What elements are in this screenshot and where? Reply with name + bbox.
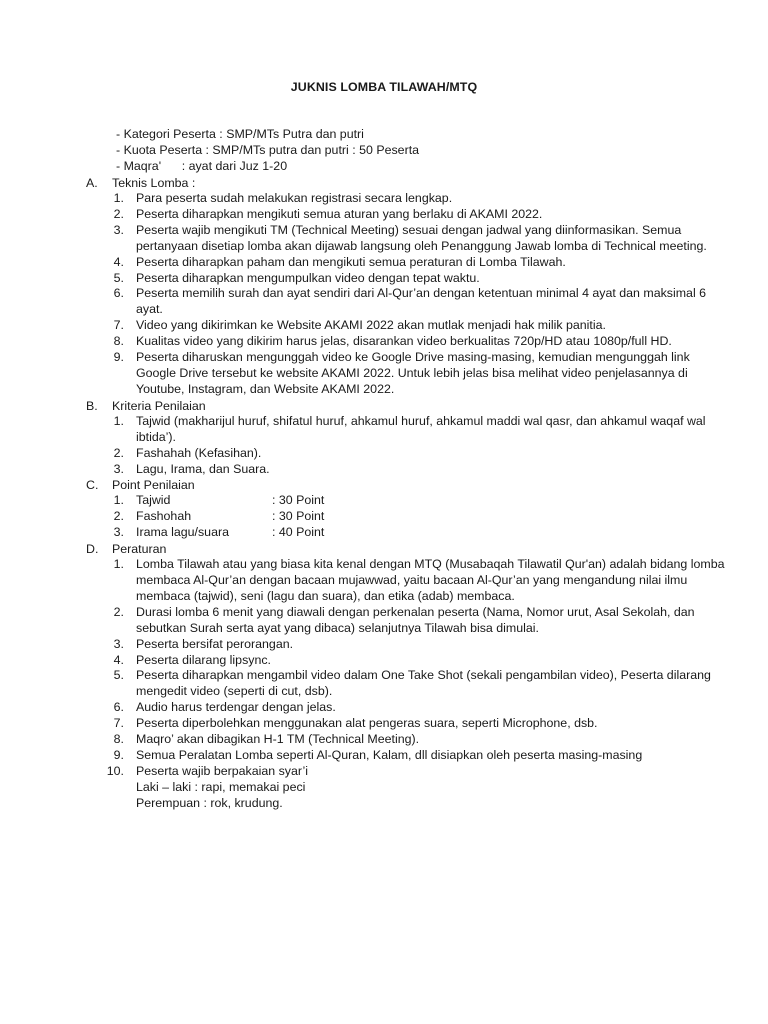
item-text: Peserta dilarang lipsync. bbox=[136, 652, 271, 667]
list-item bbox=[86, 700, 686, 716]
item-text: Lagu, Irama, dan Suara. bbox=[136, 461, 270, 476]
dress-code-female: Perempuan : rok, krudung. bbox=[136, 795, 283, 810]
item-number: 9. bbox=[113, 748, 124, 762]
item-number: 8. bbox=[113, 732, 124, 747]
section-letter: C. bbox=[86, 478, 99, 493]
point-criterion: Fashohah bbox=[136, 509, 192, 524]
sections bbox=[86, 175, 725, 812]
section-peraturan bbox=[86, 541, 725, 812]
item-number: 1. bbox=[113, 413, 124, 428]
section-title: Point Penilaian bbox=[112, 478, 195, 493]
list-item bbox=[86, 764, 686, 812]
item-text: Fashahah (Kefasihan). bbox=[136, 445, 262, 460]
item-number: 1. bbox=[113, 493, 124, 508]
item-text: Kualitas video yang dikirim harus jelas, disarankan video berkualitas 720p/HD atau 1080p/full HD. bbox=[136, 334, 672, 349]
item-number: 3. bbox=[113, 461, 124, 476]
point-value: : 40 Point bbox=[272, 525, 325, 540]
item-number: 8. bbox=[113, 334, 124, 349]
item-number: 6. bbox=[113, 286, 124, 301]
item-text: Peserta diharapkan paham dan mengikuti semua peraturan di Lomba Tilawah. bbox=[136, 254, 566, 269]
item-text: Peserta diharuskan mengunggah video ke Google Drive masing-masing, kemudian mengunggah link Google Drive tersebut ke website AKAMI 2022. Untuk lebih jelas bisa melihat video penjelasannya di Youtube, Instagram, dan Website AKAMI 2022. bbox=[136, 350, 690, 396]
item-text: Para peserta sudah melakukan registrasi secara lengkap. bbox=[136, 191, 453, 205]
list-item bbox=[86, 255, 686, 271]
list-item bbox=[86, 557, 725, 605]
item-number: 2. bbox=[113, 604, 124, 619]
item-text: Video yang dikirimkan ke Website AKAMI 2022 akan mutlak menjadi hak milik panitia. bbox=[136, 318, 606, 333]
list-item bbox=[86, 222, 707, 255]
item-number: 7. bbox=[113, 318, 124, 333]
point-value: : 30 Point bbox=[272, 509, 325, 524]
list-item bbox=[86, 748, 686, 764]
list-item bbox=[86, 604, 695, 637]
item-text: Maqro’ akan dibagikan H-1 TM (Technical Meeting). bbox=[136, 732, 420, 747]
item-text: Peserta bersifat perorangan. bbox=[136, 636, 294, 651]
list-item bbox=[86, 446, 686, 462]
item-number: 3. bbox=[113, 222, 124, 237]
list-item bbox=[86, 462, 686, 478]
section-heading bbox=[86, 175, 686, 191]
point-row bbox=[86, 493, 686, 509]
item-number: 1. bbox=[113, 191, 124, 205]
point-row bbox=[86, 525, 686, 541]
section-heading bbox=[86, 541, 686, 557]
item-text: Semua Peralatan Lomba seperti Al-Quran, Kalam, dll disiapkan oleh peserta masing-masing bbox=[136, 748, 643, 762]
document-title: JUKNIS LOMBA TILAWAH/MTQ bbox=[290, 80, 478, 94]
section-point-penilaian bbox=[86, 477, 686, 541]
list-item bbox=[86, 732, 686, 748]
list-item bbox=[86, 637, 686, 653]
section-teknis-lomba bbox=[86, 175, 707, 398]
dress-code-male: Laki – laki : rapi, memakai peci bbox=[136, 779, 306, 794]
meta-category: - Kategori Peserta : SMP/MTs Putra dan putri bbox=[116, 127, 364, 141]
section-title: Peraturan bbox=[112, 542, 167, 557]
list-item bbox=[86, 207, 686, 223]
item-number: 5. bbox=[113, 668, 124, 683]
item-number: 2. bbox=[113, 206, 124, 221]
item-number: 4. bbox=[113, 254, 124, 269]
list-item bbox=[86, 653, 686, 669]
item-text: Peserta wajib berpakaian syar’i bbox=[136, 763, 308, 778]
item-number: 3. bbox=[113, 525, 124, 540]
item-number: 2. bbox=[113, 445, 124, 460]
item-number: 2. bbox=[113, 509, 124, 524]
competition-meta bbox=[116, 127, 419, 175]
item-number: 1. bbox=[113, 557, 124, 572]
section-title: Kriteria Penilaian bbox=[112, 398, 206, 413]
item-number: 6. bbox=[113, 700, 124, 715]
item-text: Peserta diperbolehkan menggunakan alat pengeras suara, seperti Microphone, dsb. bbox=[136, 716, 598, 731]
item-text: Peserta diharapkan mengumpulkan video dengan tepat waktu. bbox=[136, 270, 480, 285]
list-item bbox=[86, 191, 686, 207]
list-item bbox=[86, 318, 686, 334]
item-number: 4. bbox=[113, 652, 124, 667]
item-text: Audio harus terdengar dengan jelas. bbox=[136, 700, 336, 715]
point-criterion: Tajwid bbox=[136, 493, 171, 508]
list-item bbox=[86, 668, 711, 700]
item-text: Lomba Tilawah atau yang biasa kita kenal dengan MTQ (Musabaqah Tilawatil Qur'an) adalah bidang lomba membaca Al-Qur’an dengan bacaan mujawwad, yaitu bacaan Al-Qur’an yang mengandung nilai ilmu membaca (tajwid), seni (lagu dan suara), dan etika (adab) membaca. bbox=[136, 557, 725, 603]
list-item bbox=[86, 271, 686, 287]
item-text: Durasi lomba 6 menit yang diawali dengan perkenalan peserta (Nama, Nomor urut, Asal Sekolah, dan sebutkan Surah serta ayat yang dibaca) selanjutnya Tilawah bisa dimulai. bbox=[136, 604, 695, 635]
meta-maqra: - Maqra' : ayat dari Juz 1-20 bbox=[116, 158, 288, 173]
item-number: 3. bbox=[113, 636, 124, 651]
point-row bbox=[86, 509, 686, 525]
section-kriteria-penilaian bbox=[86, 398, 706, 478]
section-heading bbox=[86, 477, 686, 493]
meta-quota: - Kuota Peserta : SMP/MTs putra dan putri : 50 Peserta bbox=[116, 142, 420, 157]
point-criterion: Irama lagu/suara bbox=[136, 525, 229, 540]
item-number: 5. bbox=[113, 270, 124, 285]
section-letter: A. bbox=[86, 176, 98, 190]
section-title: Teknis Lomba : bbox=[112, 176, 196, 190]
point-value: : 30 Point bbox=[272, 493, 325, 508]
list-item bbox=[86, 716, 686, 732]
section-heading bbox=[86, 398, 686, 414]
item-number: 10. bbox=[106, 763, 124, 778]
item-number: 9. bbox=[113, 350, 124, 365]
section-letter: D. bbox=[86, 542, 99, 557]
section-letter: B. bbox=[86, 398, 98, 413]
item-text: Tajwid (makharijul huruf, shifatul huruf, ahkamul huruf, ahkamul maddi wal qasr, dan ahkamul waqaf wal ibtida’). bbox=[136, 413, 706, 444]
list-item bbox=[86, 413, 706, 446]
item-text: Peserta diharapkan mengikuti semua aturan yang berlaku di AKAMI 2022. bbox=[136, 206, 543, 221]
list-item bbox=[86, 334, 686, 350]
item-text: Peserta wajib mengikuti TM (Technical Meeting) sesuai dengan jadwal yang diinformasikan. Semua pertanyaan disetiap lomba akan dijawab langsung oleh Penanggung Jawab lomba di Technical meeting. bbox=[136, 222, 707, 253]
item-text: Peserta diharapkan mengambil video dalam One Take Shot (sekali pengambilan video), Peserta dilarang mengedit video (seperti di cut, dsb). bbox=[136, 668, 711, 699]
item-text: Peserta memilih surah dan ayat sendiri dari Al-Qur’an dengan ketentuan minimal 4 ayat dan maksimal 6 ayat. bbox=[136, 286, 707, 317]
item-number: 7. bbox=[113, 716, 124, 731]
list-item bbox=[86, 350, 690, 398]
list-item bbox=[86, 286, 707, 318]
